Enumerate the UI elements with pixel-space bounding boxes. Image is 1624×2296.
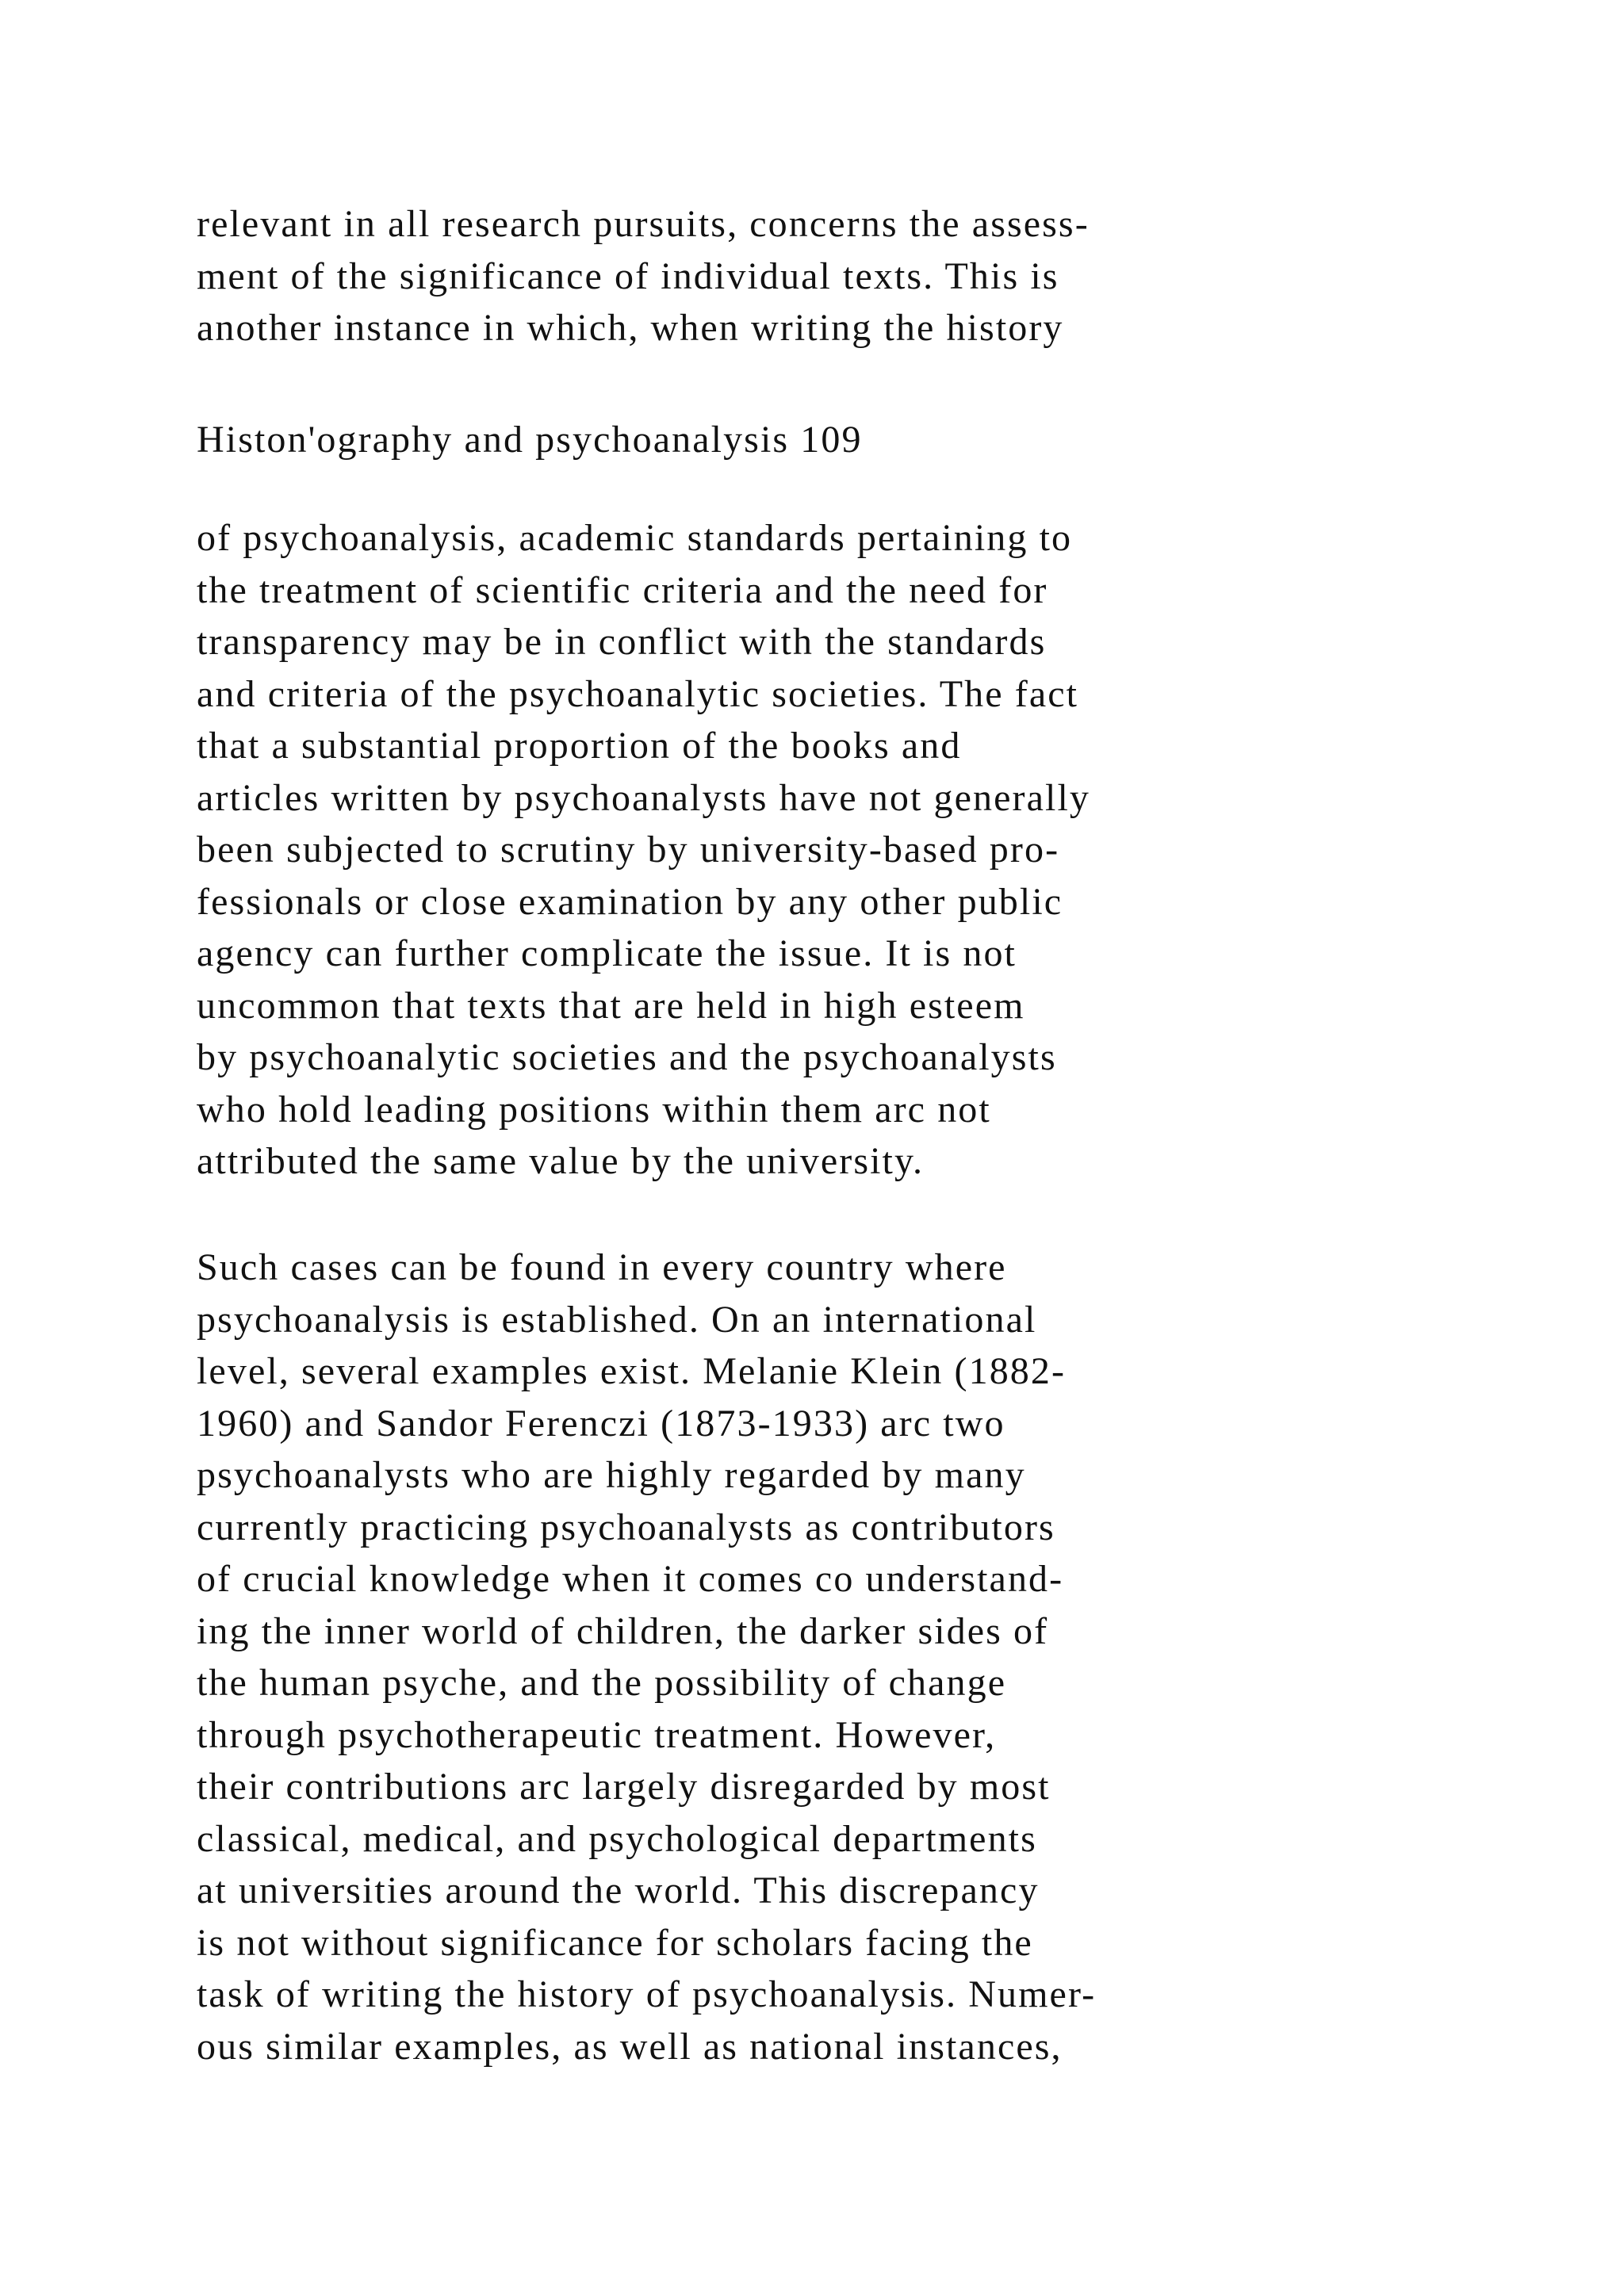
text-line: currently practicing psychoanalysts as contributors — [197, 1506, 1055, 1548]
running-head-text: Histon'ography and psychoanalysis 109 — [197, 419, 863, 461]
text-line: is not without significance for scholars facing the — [197, 1921, 1033, 1964]
text-line: psychoanalysts who are highly regarded by many — [197, 1454, 1026, 1496]
text-line: that a substantial proportion of the books and — [197, 725, 962, 767]
paragraph-continuation — [197, 198, 1545, 354]
text-line: ing the inner world of children, the darker sides of — [197, 1609, 1049, 1652]
text-line: through psychotherapeutic treatment. However, — [197, 1713, 997, 1756]
text-line: psychoanalysis is established. On an international — [197, 1298, 1037, 1341]
text-line: their contributions arc largely disregarded by most — [197, 1766, 1051, 1808]
text-line: uncommon that texts that are held in high esteem — [197, 984, 1025, 1027]
text-line: Such cases can be found in every country where — [197, 1246, 1007, 1288]
text-line: of psychoanalysis, academic standards pertaining to — [197, 517, 1073, 559]
text-line: task of writing the history of psychoanalysis. Numer- — [197, 1973, 1097, 2015]
text-line: attributed the same value by the university. — [197, 1140, 925, 1182]
text-line: transparency may be in conflict with the standards — [197, 621, 1047, 663]
text-line: of crucial knowledge when it comes co understand- — [197, 1558, 1064, 1600]
text-line: another instance in which, when writing the history — [197, 307, 1064, 349]
text-line: level, several examples exist. Melanie Klein (1882- — [197, 1350, 1067, 1392]
text-line: fessionals or close examination by any other public — [197, 880, 1063, 923]
text-line: by psychoanalytic societies and the psychoanalysts — [197, 1036, 1057, 1078]
text-line: classical, medical, and psychological departments — [197, 1817, 1037, 1860]
text-line: ment of the significance of individual texts. This is — [197, 254, 1059, 297]
paragraph — [197, 512, 1545, 1188]
text-line: articles written by psychoanalysts have not generally — [197, 776, 1090, 819]
text-line: 1960) and Sandor Ferenczi (1873-1933) arc two — [197, 1402, 1005, 1445]
running-head — [197, 414, 1545, 466]
text-line: ous similar examples, as well as national instances, — [197, 2025, 1063, 2068]
text-line: who hold leading positions within them arc not — [197, 1088, 991, 1131]
text-line: been subjected to scrutiny by university-based pro- — [197, 828, 1060, 871]
text-line: and criteria of the psychoanalytic societies. The fact — [197, 672, 1079, 715]
text-line: the human psyche, and the possibility of change — [197, 1662, 1007, 1704]
text-line: relevant in all research pursuits, concerns the assess- — [197, 203, 1090, 245]
text-line: the treatment of scientific criteria and the need for — [197, 568, 1048, 611]
paragraph — [197, 1242, 1545, 2072]
text-line: at universities around the world. This discrepancy — [197, 1869, 1040, 1911]
text-line: agency can further complicate the issue. It is not — [197, 932, 1017, 974]
